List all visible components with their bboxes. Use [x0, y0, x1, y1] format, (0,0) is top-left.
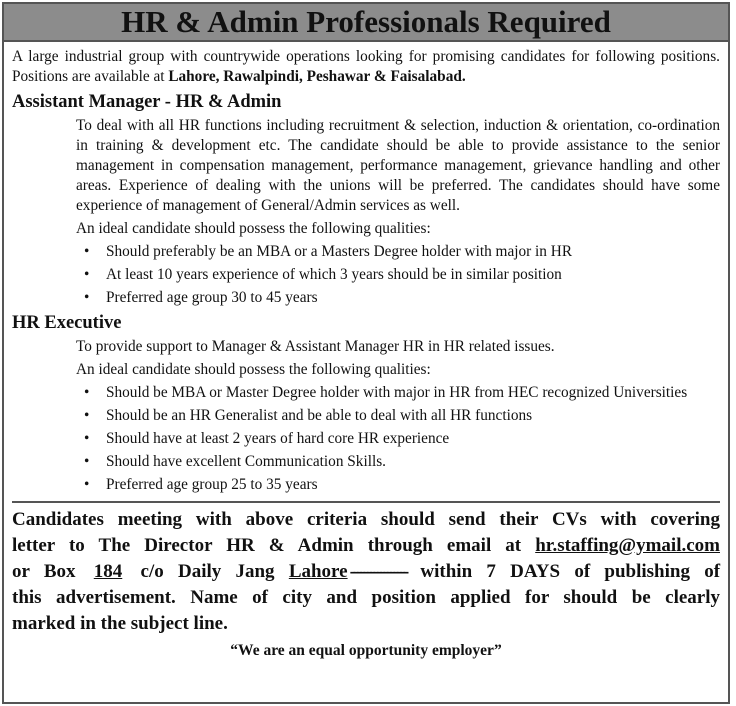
list-item	[76, 475, 720, 495]
intro-body: A large industrial group with countrywide operations looking for promising candidates for following positions. Positions are available at	[12, 48, 720, 85]
city-name: Lahore	[288, 561, 348, 582]
quality-text: Should preferably be an MBA or a Masters Degree holder with major in HR	[106, 243, 573, 260]
bullet-icon: •	[84, 243, 90, 260]
list-item	[76, 406, 720, 426]
bullet-icon: •	[84, 407, 90, 424]
city-field	[289, 559, 406, 585]
qualities-intro: An ideal candidate should possess the following qualities:	[76, 220, 431, 237]
advertisement	[2, 2, 730, 704]
apply-line-5: marked in the subject line.	[12, 613, 228, 634]
quality-text: Preferred age group 25 to 35 years	[106, 476, 318, 493]
list-item	[76, 265, 720, 285]
quality-text: Should have at least 2 years of hard core HR experience	[106, 430, 450, 447]
bullet-icon: •	[84, 266, 90, 283]
qualities-list	[76, 383, 720, 495]
bullet-icon: •	[84, 384, 90, 401]
position-description: To provide support to Manager & Assistant Manager HR in HR related issues.	[76, 338, 555, 355]
apply-line-3	[12, 559, 720, 585]
list-item	[76, 452, 720, 472]
box-number: 184	[93, 561, 123, 582]
apply-line-1: Candidates meeting with above criteria should send their CVs with covering	[12, 509, 720, 530]
quality-text: At least 10 years experience of which 3 years should be in similar position	[106, 266, 562, 283]
bullet-icon: •	[84, 430, 90, 447]
position-description: To deal with all HR functions including recruitment & selection, induction & orientation, co-ordination in training & development etc. The candidate should be able to provide assistance to the senior management in compensation management, performance management, grievance handling and other areas. Experience of dealing with the unions will be preferred. The candidates should have some experience of management of General/Admin services as well.	[76, 117, 720, 214]
quality-text: Should have excellent Communication Skills.	[106, 453, 386, 470]
apply-text: letter to The Director HR & Admin through email at	[12, 535, 522, 556]
list-item	[76, 429, 720, 449]
apply-line-4: this advertisement. Name of city and position applied for should be clearly	[12, 587, 720, 608]
quality-text: Should be an HR Generalist and be able to deal with all HR functions	[106, 407, 533, 424]
apply-line-2	[12, 533, 720, 559]
deadline-text: within 7 DAYS of publishing of	[420, 561, 721, 582]
position-title: Assistant Manager - HR & Admin	[12, 92, 282, 112]
city-dashes: -----------------	[349, 561, 407, 582]
newspaper-name: c/o Daily Jang	[140, 561, 275, 582]
divider	[12, 501, 720, 503]
ad-title: HR & Admin Professionals Required	[4, 4, 728, 42]
box-label: or Box	[12, 561, 76, 582]
list-item	[76, 288, 720, 308]
qualities-list	[76, 242, 720, 308]
quality-text: Should be MBA or Master Degree holder with major in HR from HEC recognized Universities	[106, 384, 688, 401]
quality-text: Preferred age group 30 to 45 years	[106, 289, 318, 306]
locations: Lahore, Rawalpindi, Peshawar & Faisalabad.	[168, 68, 466, 85]
bullet-icon: •	[84, 476, 90, 493]
equal-opportunity-statement: “We are an equal opportunity employer”	[230, 642, 502, 659]
email-link[interactable]: hr.staffing@ymail.com	[535, 535, 720, 556]
bullet-icon: •	[84, 453, 90, 470]
list-item	[76, 242, 720, 262]
intro-text	[12, 47, 720, 87]
position-title: HR Executive	[12, 313, 122, 333]
qualities-intro: An ideal candidate should possess the following qualities:	[76, 361, 431, 378]
list-item	[76, 383, 720, 403]
bullet-icon: •	[84, 289, 90, 306]
